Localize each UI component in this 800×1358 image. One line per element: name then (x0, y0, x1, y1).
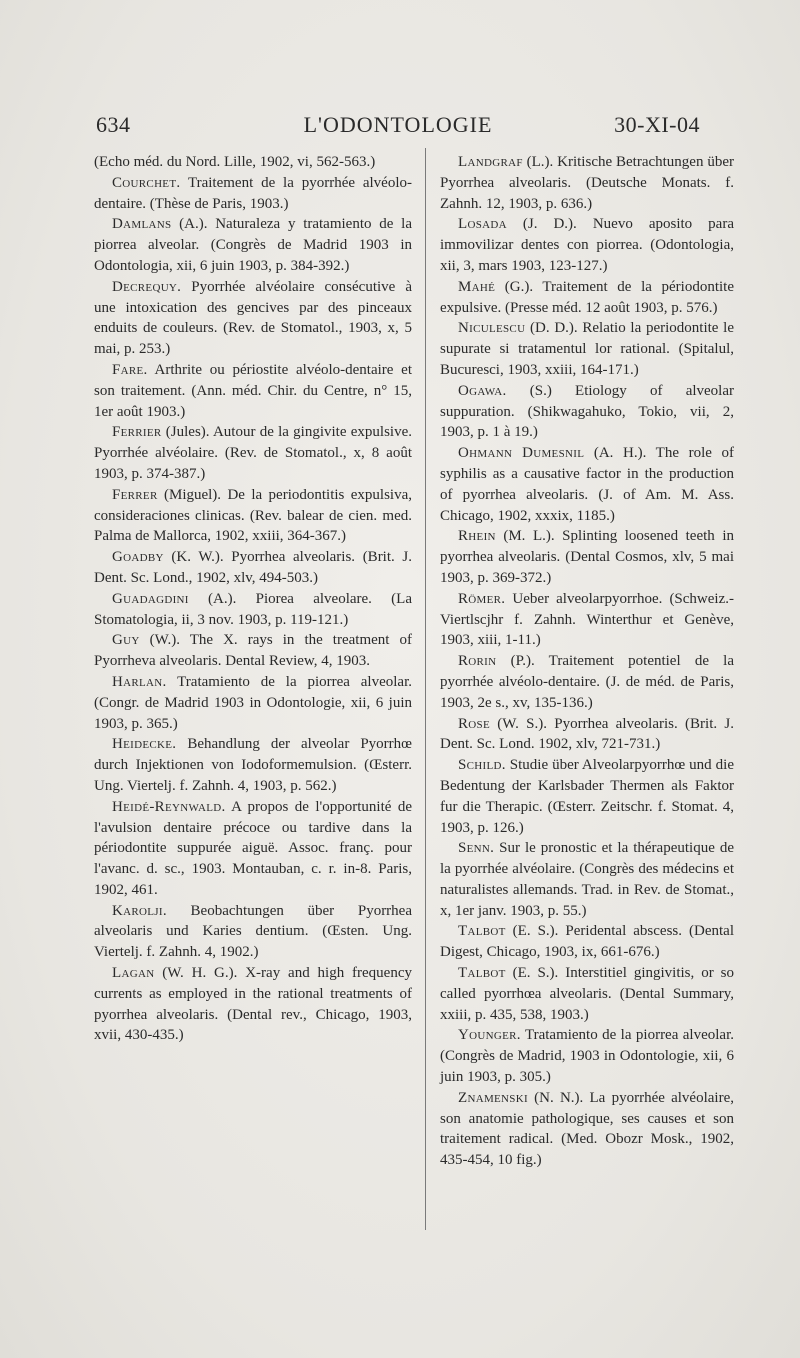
bibliography-entry (94, 422, 412, 484)
author-name: Damlans (112, 216, 172, 233)
entry-text: (E. S.). Peridental abscess. (Dental Digest, Chicago, 1903, ix, 661-676.) (440, 923, 734, 961)
author-name: Decrequy. (112, 278, 182, 295)
author-name: Landgraf (458, 154, 523, 170)
bibliography-entry (94, 963, 412, 1046)
author-name: Schild. (458, 757, 506, 774)
journal-title: L'ODONTOLOGIE (303, 112, 493, 137)
bibliography-entry (94, 734, 412, 796)
author-name: Senn. (458, 840, 495, 857)
entry-text: (W. H. G.). X-ray and high frequency currents as employed in the rational treatments of pyorrhea alveolaris. (Dental rev., Chicago, 1903, xvii, 430-435.) (94, 965, 412, 1044)
author-name: Karolji. (112, 902, 167, 919)
author-name: Mahé (458, 278, 496, 295)
entry-text: (S.) Etiology of alveolar suppuration. (Shikwagahuko, Tokio, vii, 2, 1903, p. 1 à 19.) (440, 382, 734, 441)
right-column (440, 152, 734, 1171)
bibliography-entry (440, 755, 734, 838)
bibliography-entry (94, 277, 412, 360)
bibliography-entry (440, 1025, 734, 1087)
bibliography-entry (440, 589, 734, 651)
author-name: Younger. (458, 1027, 521, 1044)
bibliography-entry (440, 714, 734, 756)
author-name: Römer. (458, 590, 506, 607)
entry-text: Behandlung der alveolar Pyorrhœ durch Injektionen von Iodoformemulsion. (Œsterr. Ung. Viertelj. f. Zahnh. 4, 1903, p. 562.) (94, 736, 412, 794)
bibliography-entry (94, 672, 412, 734)
entry-text: (N. N.). La pyorrhée alvéolaire, son anatomie pathologique, ses causes et son traitement radical. (Med. Obozr Mosk., 1902, 435-454, 10 fig.) (440, 1089, 734, 1169)
entry-text: (D. D.). Relatio la periodontite le supurate si tratamentul lor rational. (Spitalul, Bucuresci, 1903, xxiii, 164-171.) (440, 320, 734, 378)
bibliography-entry (94, 630, 412, 672)
bibliography-entry (440, 651, 734, 713)
author-name: Courchet. (112, 174, 181, 191)
bibliography-entry (94, 214, 412, 276)
entry-text: (M. L.). Splinting loosened teeth in pyorrhea alveolaris. (Dental Cosmos, xlv, 5 mai 1903, p. 369-372.) (440, 528, 734, 586)
issue-date: 30-XI-04 (614, 112, 700, 137)
page-number: 634 (96, 112, 131, 137)
author-name: Lagan (112, 965, 155, 982)
entry-text: A propos de l'opportunité de l'avulsion dentaire précoce ou tardive dans la périodontite suppurée aiguë. Assoc. franç. pour l'avanc. d. sc., 1903. Montauban, c. r. in-8. Paris, 1902, 461. (94, 798, 412, 898)
bibliography-entry (94, 360, 412, 422)
author-name: Niculescu (458, 320, 526, 337)
author-name: Ferrer (112, 486, 158, 503)
author-name: Talbot (458, 923, 506, 940)
author-name: Fare. (112, 361, 148, 378)
bibliography-entry (94, 485, 412, 547)
entry-text: (E. S.). Interstitiel gingivitis, or so called pyorrhœa alveolaris. (Dental Summary, xxiii, p. 435, 538, 1903.) (440, 965, 734, 1023)
author-name: Goadby (112, 549, 164, 566)
entry-text: (P.). Traitement potentiel de la pyorrhée alvéolo-dentaire. (J. de méd. de Paris, 1903, 2e s., xv, 135-136.) (440, 653, 734, 711)
bibliography-entry (94, 547, 412, 589)
bibliography-entry (440, 214, 734, 276)
bibliography-entry (440, 921, 734, 963)
entry-text: (Jules). Autour de la gingivite expulsive. Pyorrhée alvéolaire. (Rev. de Stomatol., x, 8 août 1903, p. 374-387.) (94, 424, 412, 482)
bibliography-entry (94, 589, 412, 631)
column-divider (425, 148, 426, 1230)
bibliography-entry (440, 277, 734, 319)
entry-text: (L.). Kritische Betrachtungen über Pyorrhea alveolaris. (Deutsche Monats. f. Zahnh. 12, 1903, p. 636.) (440, 154, 734, 212)
entry-text: (A.). Piorea alveolare. (La Stomatologia, ii, 3 nov. 1903, p. 119-121.) (94, 590, 412, 628)
entry-text: Ueber alveolarpyorrhoe. (Schweiz.-Viertlscjhr f. Zahnh. Winterthur et Genève, 1903, xiii, 1-11.) (440, 590, 734, 649)
author-name: Ferrier (112, 424, 162, 441)
bibliography-entry (440, 381, 734, 443)
bibliography-entry (94, 152, 412, 173)
bibliography-entry (94, 173, 412, 215)
entry-text: (G.). Traitement de la périodontite expulsive. (Presse méd. 12 août 1903, p. 576.) (440, 278, 734, 316)
entry-text: Studie über Alveolarpyorrhœ und die Bedentung der Karlsbader Thermen als Faktor fur die Therapic. (Œsterr. Zeitschr. f. Stomat. 4, 1903, p. 126.) (440, 757, 734, 836)
author-name: Ogawa. (458, 382, 507, 399)
entry-text: Tratamiento de la piorrea alveolar. (Congr. de Madrid 1903 in Odontologie, xii, 6 juin 1903, p. 365.) (94, 673, 412, 732)
bibliography-entry (440, 963, 734, 1025)
author-name: Rorin (458, 653, 497, 670)
running-header (96, 112, 700, 148)
author-name: Harlan. (112, 673, 167, 690)
bibliography-entry (94, 797, 412, 901)
entry-text: Tratamiento de la piorrea alveolar. (Congrès de Madrid, 1903 in Odontologie, xii, 6 juin 1903, p. 305.) (440, 1027, 734, 1086)
entry-text: Sur le pronostic et la thérapeutique de la pyorrhée alvéolaire. (Congrès des médecins et naturalistes allemands. Trad. in Rev. de Stomat., x, 1er janv. 1903, p. 55.) (440, 840, 734, 919)
bibliography-entry (440, 443, 734, 526)
author-name: Rhein (458, 528, 496, 545)
entry-text: Pyorrhée alvéolaire consécutive à une intoxication des gencives par des pinceaux enduits de couleurs. (Rev. de Stomatol., 1903, x, 5 mai, p. 253.) (94, 278, 412, 358)
entry-text: Traitement de la pyorrhée alvéolo-dentaire. (Thèse de Paris, 1903.) (94, 174, 412, 212)
bibliography-entry (440, 152, 734, 214)
author-name: Heidecke. (112, 736, 177, 753)
entry-text: (A.). Naturaleza y tratamiento de la piorrea alveolar. (Congrès de Madrid 1903 in Odontologia, xii, 6 juin 1903, p. 384-392.) (94, 216, 412, 274)
entry-text: (W. S.). Pyorrhea alveolaris. (Brit. J. Dent. Sc. Lond. 1902, xlv, 721-731.) (440, 715, 734, 753)
entry-text: Beobachtungen über Pyorrhea alveolaris und Karies dentium. (Œsten. Ung. Viertelj. f. Zahnh. 4, 1902.) (94, 902, 412, 961)
bibliography-entry (94, 901, 412, 963)
author-name: Guy (112, 632, 140, 649)
bibliography-entry (440, 318, 734, 380)
entry-text: (Miguel). De la periodontitis expulsiva, consideraciones clinicas. (Rev. balear de cien. med. Palma de Mallorca, 1902, xxiii, 364-367.) (94, 486, 412, 545)
entry-text: (J. D.). Nuevo aposito para immovilizar dentes con piorrea. (Odontologia, xii, 3, mars 1903, 123-127.) (440, 216, 734, 274)
entry-text: (Echo méd. du Nord. Lille, 1902, vi, 562-563.) (94, 154, 376, 170)
left-column (94, 152, 412, 1046)
author-name: Znamenski (458, 1089, 528, 1106)
author-name: Rose (458, 715, 490, 732)
author-name: Ohmann Dumesnil (458, 445, 585, 462)
entry-text: (K. W.). Pyorrhea alveolaris. (Brit. J. Dent. Sc. Lond., 1902, xlv, 494-503.) (94, 549, 412, 586)
author-name: Talbot (458, 965, 506, 982)
entry-text: (A. H.). The role of syphilis as a causative factor in the production of pyorrhea alveolaris. (J. of Am. M. Ass. Chicago, 1902, xxxix, 1185.) (440, 445, 734, 524)
bibliography-entry (440, 838, 734, 921)
author-name: Losada (458, 216, 507, 233)
bibliography-entry (440, 1088, 734, 1171)
entry-text: (W.). The X. rays in the treatment of Pyorrheva alveolaris. Dental Review, 4, 1903. (94, 632, 412, 670)
entry-text: Arthrite ou périostite alvéolo-dentaire et son traitement. (Ann. méd. Chir. du Centre, n° 15, 1er août 1903.) (94, 361, 412, 420)
bibliography-entry (440, 526, 734, 588)
author-name: Heidé-Reynwald. (112, 798, 226, 815)
author-name: Guadagdini (112, 590, 189, 607)
